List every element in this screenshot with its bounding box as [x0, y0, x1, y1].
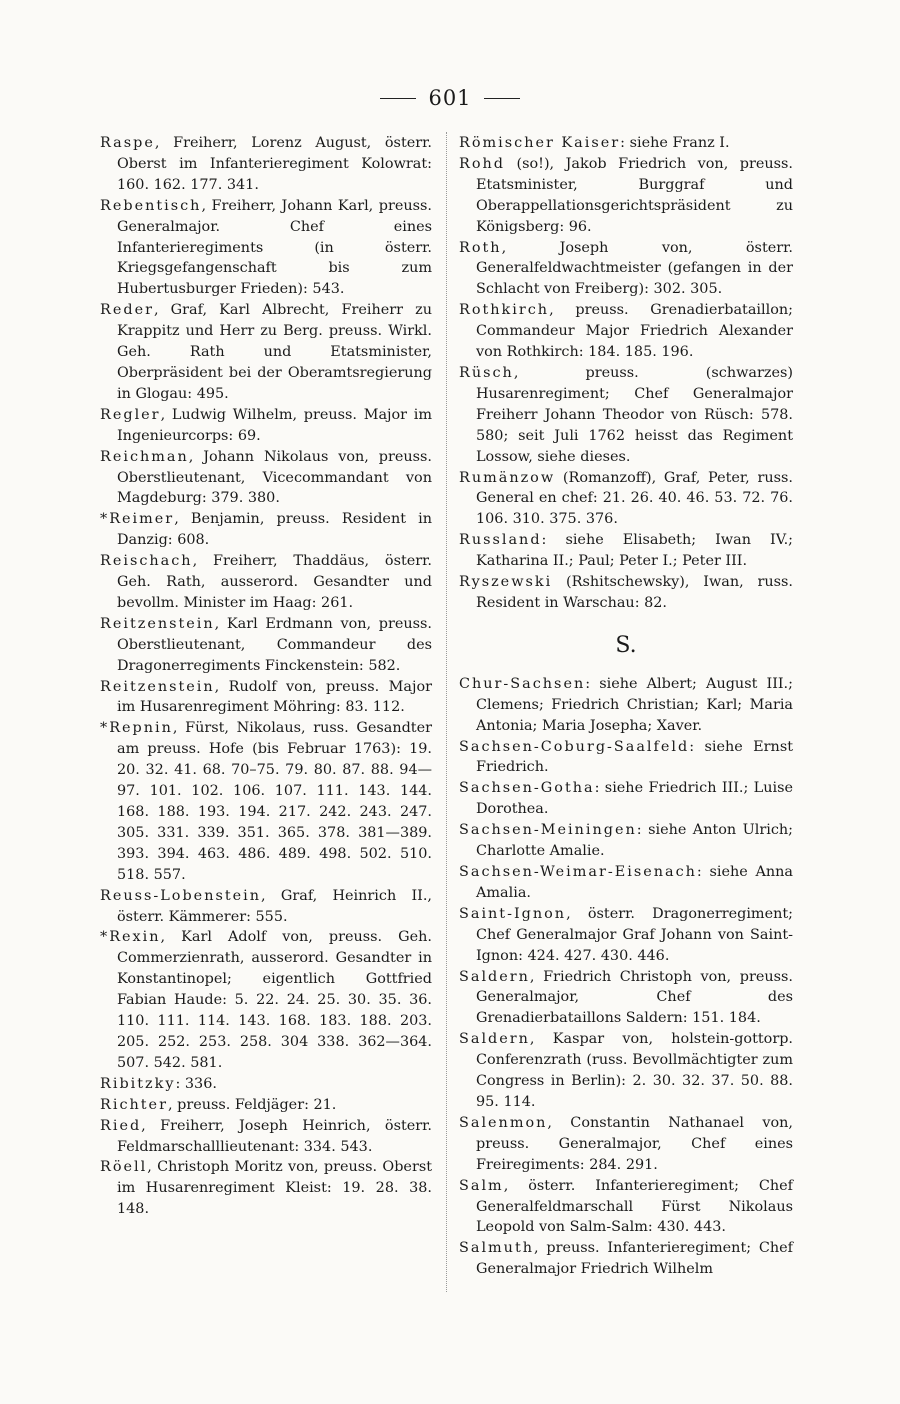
entry-text: , preuss. Grenadierbataillon; Commandeur Major Friedrich Alexander von Rothkirch: 184. 185. 196.: [476, 302, 793, 361]
entry-headword: Ried: [100, 1117, 142, 1134]
entry-headword: Rebentisch: [100, 197, 202, 214]
index-entry: [100, 677, 432, 719]
entry-headword: Saint-Ignon: [459, 905, 567, 922]
index-entry: [459, 363, 793, 468]
index-entry: [459, 468, 793, 531]
entry-text: , österr. Infanterieregiment; Chef Generalfeldmarschall Fürst Nikolaus Leopold von Salm-Salm: 430. 443.: [476, 1177, 793, 1236]
right-column-r-entries: [459, 133, 793, 614]
index-entry: [459, 862, 793, 904]
index-entry: [100, 1095, 432, 1116]
index-entry: [100, 614, 432, 677]
index-entry: [459, 674, 793, 737]
entry-headword: Reder: [100, 302, 154, 319]
entry-headword: Ryszewski: [459, 574, 553, 591]
right-column-s-entries: [459, 674, 793, 1280]
entry-text: : siehe Franz I.: [620, 135, 730, 151]
entry-text: , Constantin Nathanael von, preuss. Generalmajor, Chef eines Freiregiments: 284. 291.: [476, 1114, 793, 1173]
entry-text: (Rshitschewsky), Iwan, russ. Resident in Warschau: 82.: [476, 574, 793, 611]
entry-headword: Russland: [459, 532, 542, 549]
entry-headword: Chur-Sachsen: [459, 675, 586, 692]
entry-text: , Freiherr, Joseph Heinrich, österr. Feldmarschalllieutenant: 334. 543.: [117, 1117, 432, 1155]
index-entry: [459, 530, 793, 572]
index-entry: [100, 509, 432, 551]
entry-text: , Freiherr, Lorenz August, österr. Oberst im Infanterieregiment Kolowrat: 160. 162. 177. 341.: [117, 135, 432, 193]
entry-text: : 336.: [175, 1075, 217, 1092]
entry-text: , Ludwig Wilhelm, preuss. Major im Ingenieurcorps: 69.: [117, 406, 432, 444]
entry-headword: Saldern: [459, 968, 530, 985]
index-entry: [459, 300, 793, 363]
index-entry: [100, 886, 432, 928]
entry-headword: Salenmon: [459, 1114, 548, 1131]
entry-headword: Regler: [100, 406, 161, 423]
entry-headword: Rumänzow: [459, 469, 556, 486]
index-entry: [459, 133, 793, 154]
entry-text: : siehe Anna Amalia.: [476, 864, 793, 901]
entry-text: (Romanzoff), Graf, Peter, russ. General en chef: 21. 26. 40. 46. 53. 72. 76. 106. 310. 375. 376.: [476, 469, 793, 528]
entry-headword: Raspe: [100, 135, 155, 151]
index-entry: [100, 1157, 432, 1220]
right-column: [459, 133, 793, 1280]
entry-text: , Karl Erdmann von, preuss. Oberstlieutenant, Commandeur des Dragonerregiments Finckenstein: 582.: [117, 615, 432, 674]
entry-text: : siehe Elisabeth; Iwan IV.; Katharina II.; Paul; Peter I.; Peter III.: [476, 532, 793, 570]
entry-text: , Karl Adolf von, preuss. Geh. Commerzienrath, ausserord. Gesandter in Konstantinopel; eigentlich Gottfried Fabian Haude: 5. 22. 24. 25. 30. 35. 36. 110. 111. 114. 143. 168. 183. 188. 203. 205. 252. 253. 258. 304 338. 362—364. 507. 542. 581.: [117, 929, 432, 1071]
entry-headword: *Rexin: [100, 929, 161, 946]
header-rule-left: [380, 98, 416, 99]
page-header: [0, 86, 900, 110]
entry-text: , Freiherr, Thaddäus, österr. Geh. Rath, ausserord. Gesandter und bevollm. Minister im Haag: 261.: [117, 553, 432, 611]
index-entry: [459, 904, 793, 967]
entry-headword: Salm: [459, 1177, 504, 1194]
entry-text: , Graf, Karl Albrecht, Freiherr zu Krappitz und Herr zu Berg. preuss. Wirkl. Geh. Rath und Etatsminister, Oberpräsident bei der Oberamtsregierung in Glogau: 495.: [117, 302, 432, 402]
entry-headword: Sachsen-Coburg-Saalfeld: [459, 738, 690, 755]
entry-text: , Friedrich Christoph von, preuss. Generalmajor, Chef des Grenadierbataillons Saldern: 151. 184.: [476, 968, 793, 1027]
index-entry: [459, 1029, 793, 1113]
entry-headword: Sachsen-Meiningen: [459, 822, 637, 839]
entry-headword: Rothkirch: [459, 302, 550, 319]
entry-headword: *Reimer: [100, 511, 175, 528]
index-entry: [100, 551, 432, 614]
entry-headword: Reichman: [100, 448, 189, 465]
index-entry: [459, 778, 793, 820]
index-entry: [100, 405, 432, 447]
entry-headword: Sachsen-Weimar-Eisenach: [459, 864, 697, 880]
index-entry: [100, 300, 432, 405]
entry-headword: Reitzenstein: [100, 615, 215, 632]
entry-headword: Roth: [459, 239, 502, 256]
entry-text: , Benjamin, preuss. Resident in Danzig: 608.: [117, 511, 432, 549]
index-entry: [459, 820, 793, 862]
entry-text: , Kaspar von, holstein-gottorp. Conferenzrath (russ. Bevollmächtigter zum Congress in Berlin): 2. 30. 32. 37. 50. 88. 95. 114.: [476, 1031, 793, 1110]
index-entry: [459, 737, 793, 779]
index-entry: [459, 967, 793, 1030]
entry-headword: *Repnin: [100, 720, 173, 737]
entry-headword: Röell: [100, 1159, 148, 1176]
entry-text: : siehe Anton Ulrich; Charlotte Amalie.: [476, 822, 793, 860]
entry-text: , Christoph Moritz von, preuss. Oberst im Husarenregiment Kleist: 19. 28. 38. 148.: [117, 1159, 432, 1218]
section-letter-s: S.: [615, 632, 637, 658]
entry-headword: Richter: [100, 1096, 168, 1113]
entry-headword: Salmuth: [459, 1240, 535, 1257]
index-entry: [100, 718, 432, 885]
left-column: [100, 133, 432, 1220]
index-entry: [459, 1113, 793, 1176]
entry-text: , preuss. Feldjäger: 21.: [167, 1096, 337, 1113]
entry-text: , Graf, Heinrich II., österr. Kämmerer: 555.: [117, 887, 432, 925]
entry-text: , preuss. Infanterieregiment; Chef Generalmajor Friedrich Wilhelm: [476, 1240, 793, 1278]
entry-text: : siehe Ernst Friedrich.: [476, 738, 793, 776]
index-entry: [100, 1074, 432, 1095]
index-entry: [459, 154, 793, 238]
entry-headword: Rohd: [459, 155, 505, 172]
entry-text: , österr. Dragonerregiment; Chef Generalmajor Graf Johann von Saint-Ignon: 424. 427. 430. 446.: [476, 905, 793, 964]
index-entry: [100, 447, 432, 510]
entry-text: (so!), Jakob Friedrich von, preuss. Etatsminister, Burggraf und Oberappellationsgerichtspräsident zu Königsberg: 96.: [476, 155, 793, 235]
entry-text: , Johann Nikolaus von, preuss. Oberstlieutenant, Vicecommandant von Magdeburg: 379. 380.: [117, 448, 432, 507]
entry-headword: Reitzenstein: [100, 678, 215, 695]
index-entry: [100, 1116, 432, 1158]
index-entry: [459, 572, 793, 614]
entry-text: , Rudolf von, preuss. Major im Husarenregiment Möhring: 83. 112.: [117, 678, 432, 716]
index-entry: [459, 1238, 793, 1280]
entry-headword: Reischach: [100, 553, 193, 570]
index-entry: [100, 133, 432, 196]
entry-text: , Fürst, Nikolaus, russ. Gesandter am preuss. Hofe (bis Februar 1763): 19. 20. 32. 41. 68. 70–75. 79. 80. 87. 88. 94—97. 101. 102. 106. 107. 111. 143. 144. 168. 188. 193. 194. 217. 242. 243. 247. 305. 331. 339. 351. 365. 378. 381—389. 393. 394. 463. 486. 489. 498. 502. 510. 518. 557.: [117, 720, 432, 883]
entry-headword: Rüsch: [459, 364, 514, 381]
index-entry: [100, 196, 432, 301]
index-entry: [459, 1176, 793, 1239]
entry-text: : siehe Albert; August III.; Clemens; Friedrich Christian; Karl; Maria Antonia; Maria Josepha; Xaver.: [476, 675, 793, 734]
entry-text: , preuss. (schwarzes) Husarenregiment; Chef Generalmajor Freiherr Johann Theodor von Rüsch: 578. 580; seit Juli 1762 heisst das Regiment Lossow, siehe dieses.: [476, 364, 793, 465]
entry-text: : siehe Friedrich III.; Luise Dorothea.: [476, 780, 793, 818]
entry-headword: Römischer Kaiser: [459, 135, 621, 151]
entry-headword: Ribitzky: [100, 1075, 176, 1092]
entry-text: , Freiherr, Johann Karl, preuss. Generalmajor. Chef eines Infanterieregiments (in österr. Kriegsgefangenschaft bis zum Hubertusburger Frieden): 543.: [117, 197, 432, 298]
header-rule-right: [484, 98, 520, 99]
entry-headword: Reuss-Lobenstein: [100, 887, 262, 904]
entry-headword: Saldern: [459, 1031, 530, 1048]
index-entry: [459, 238, 793, 301]
entry-text: , Joseph von, österr. Generalfeldwachtmeister (gefangen in der Schlacht von Freiberg): 302. 305.: [476, 239, 793, 298]
entry-headword: Sachsen-Gotha: [459, 780, 595, 797]
page-number: 601: [428, 86, 472, 110]
column-divider: [446, 132, 447, 1292]
index-entry: [100, 927, 432, 1073]
